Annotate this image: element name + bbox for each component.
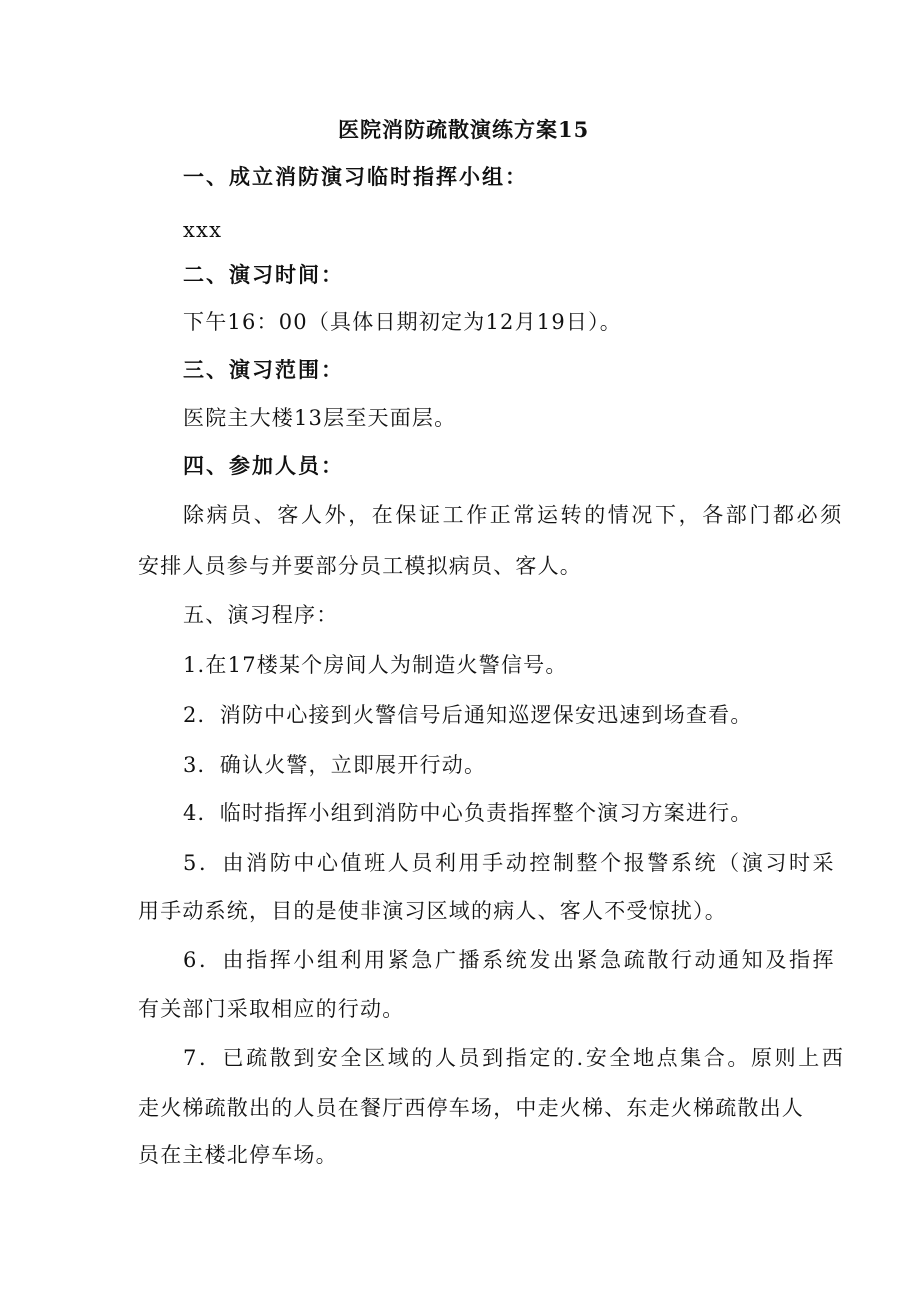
paragraph-line: 4．临时指挥小组到消防中心负责指挥整个演习方案进行。 — [183, 801, 753, 825]
paragraph-line: 有关部门采取相应的行动。 — [138, 997, 405, 1021]
paragraph-line: 7．已疏散到安全区域的人员到指定的.安全地点集合。原则上西 — [183, 1046, 846, 1070]
paragraph-line: 3．确认火警，立即展开行动。 — [183, 753, 487, 777]
section-heading-1: 一、成立消防演习临时指挥小组： — [183, 164, 528, 189]
paragraph-line: 员在主楼北停车场。 — [138, 1143, 338, 1167]
document-title: 医院消防疏散演练方案15 — [338, 117, 590, 142]
paragraph-line: xxx — [183, 218, 223, 242]
paragraph-line: 1.在17楼某个房间人为制造火警信号。 — [183, 653, 568, 677]
paragraph-line: 安排人员参与并要部分员工模拟病员、客人。 — [138, 554, 582, 578]
paragraph-line: 下午16：00（具体日期初定为12月19日）。 — [183, 310, 622, 334]
paragraph-line: 除病员、客人外，在保证工作正常运转的情况下，各部门都必须 — [183, 503, 844, 527]
section-heading-5: 五、演习程序： — [183, 603, 339, 627]
section-heading-3: 三、演习范围： — [183, 357, 344, 382]
paragraph-line: 走火梯疏散出的人员在餐厅西停车场，中走火梯、东走火梯疏散出人 — [138, 1096, 804, 1120]
paragraph-line: 医院主大楼13层至天面层。 — [183, 406, 457, 430]
section-heading-2: 二、演习时间： — [183, 262, 344, 287]
paragraph-line: 5．由消防中心值班人员利用手动控制整个报警系统（演习时采 — [183, 851, 837, 875]
paragraph-line: 6．由指挥小组利用紧急广播系统发出紧急疏散行动通知及指挥 — [183, 948, 837, 972]
paragraph-line: 2．消防中心接到火警信号后通知巡逻保安迅速到场查看。 — [183, 703, 753, 727]
paragraph-line: 用手动系统，目的是使非演习区域的病人、客人不受惊扰）。 — [138, 899, 727, 923]
section-heading-4: 四、参加人员： — [183, 453, 344, 478]
